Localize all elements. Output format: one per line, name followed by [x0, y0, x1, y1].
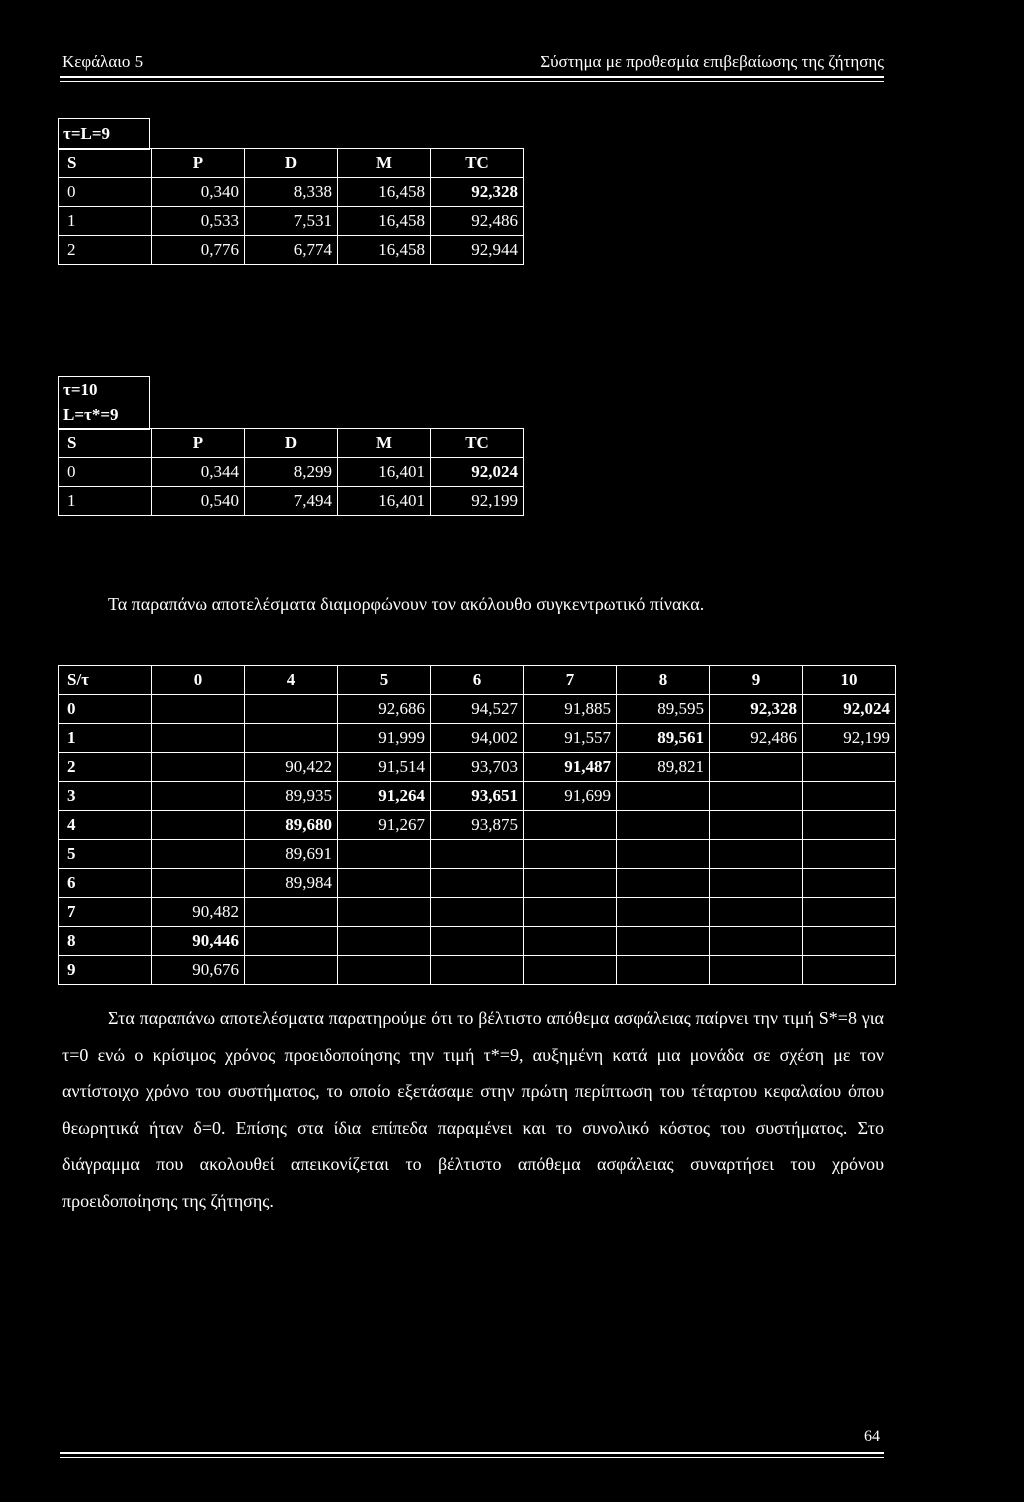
- summary-cell: 91,514: [338, 753, 431, 782]
- table1-cell: 92,328: [431, 178, 524, 207]
- summary-cell: [617, 840, 710, 869]
- summary-cell: [710, 753, 803, 782]
- summary-cell: 2: [59, 753, 152, 782]
- table2-header-row: [59, 429, 524, 458]
- summary-cell: 92,199: [803, 724, 896, 753]
- table-row: [59, 695, 896, 724]
- table1-cell: 0: [59, 178, 152, 207]
- summary-cell: [803, 811, 896, 840]
- table-row: [59, 927, 896, 956]
- table-row: [59, 178, 524, 207]
- summary-cell: [617, 782, 710, 811]
- summary-cell: 0: [59, 695, 152, 724]
- table2-caption-line2: L=τ*=9: [63, 405, 119, 424]
- body-paragraph: Στα παραπάνω αποτελέσματα παρατηρούμε ότι το βέλτιστο απόθεμα ασφάλειας παίρνει την τιμή S*=8 για τ=0 ενώ ο κρίσιμος χρόνος προειδοποίησης την τιμή τ*=9, αυξημένη κατά μια μονάδα σε σχέση με τον αντίστοιχο χρόνο του συστήματος, το οποίο εξετάσαμε στην πρώτη περίπτωση του τέταρτου κεφαλαίου όπου θεωρητικά ήταν δ=0. Επίσης στα ίδια επίπεδα παραμένει και το συνολικό κόστος του συστήματος. Στο διάγραμμα που ακολουθεί απεικονίζεται το βέλτιστο απόθεμα ασφάλειας συναρτήσει του χρόνου προειδοποίησης της ζήτησης.: [62, 1008, 884, 1211]
- summary-cell: [245, 927, 338, 956]
- summary-cell: [152, 869, 245, 898]
- table1-cell: 16,458: [338, 207, 431, 236]
- table-row: [59, 869, 896, 898]
- summary-cell: [245, 724, 338, 753]
- summary-cell: [710, 811, 803, 840]
- summary-cell: [617, 927, 710, 956]
- summary-header: 6: [431, 666, 524, 695]
- summary-header: 4: [245, 666, 338, 695]
- summary-cell: [245, 956, 338, 985]
- summary-cell: 3: [59, 782, 152, 811]
- table1-cell: 7,531: [245, 207, 338, 236]
- table-row: [59, 207, 524, 236]
- table-row: [59, 956, 896, 985]
- summary-cell: [710, 869, 803, 898]
- summary-cell: [245, 898, 338, 927]
- table2-caption-line1: τ=10: [63, 380, 98, 399]
- summary-cell: [710, 898, 803, 927]
- summary-cell: [617, 811, 710, 840]
- table2-header: TC: [431, 429, 524, 458]
- summary-cell: 90,676: [152, 956, 245, 985]
- table1-cell: 92,486: [431, 207, 524, 236]
- table1-header: P: [152, 149, 245, 178]
- summary-cell: [152, 724, 245, 753]
- summary-table: [58, 665, 896, 985]
- table1-cell: 0,776: [152, 236, 245, 265]
- table1-caption-text: τ=L=9: [63, 124, 111, 143]
- summary-cell: 89,821: [617, 753, 710, 782]
- table1-cell: 0,340: [152, 178, 245, 207]
- table1-header: D: [245, 149, 338, 178]
- summary-cell: [803, 869, 896, 898]
- summary-cell: [524, 840, 617, 869]
- summary-cell: 92,686: [338, 695, 431, 724]
- summary-cell: 91,885: [524, 695, 617, 724]
- table2-cell: 92,199: [431, 487, 524, 516]
- summary-cell: 92,024: [803, 695, 896, 724]
- table1-cell: 6,774: [245, 236, 338, 265]
- summary-cell: [524, 898, 617, 927]
- table1-cell: 1: [59, 207, 152, 236]
- summary-cell: [803, 840, 896, 869]
- summary-header: 10: [803, 666, 896, 695]
- summary-cell: 93,703: [431, 753, 524, 782]
- summary-cell: 7: [59, 898, 152, 927]
- table2-cell: 16,401: [338, 458, 431, 487]
- summary-cell: [431, 840, 524, 869]
- summary-header: 5: [338, 666, 431, 695]
- summary-body: [59, 695, 896, 985]
- summary-header: 9: [710, 666, 803, 695]
- table1-cell: 0,533: [152, 207, 245, 236]
- summary-cell: [710, 782, 803, 811]
- summary-cell: [617, 898, 710, 927]
- table2-cell: 0,540: [152, 487, 245, 516]
- summary-cell: [710, 956, 803, 985]
- header-chapter: Κεφάλαιο 5: [62, 52, 144, 71]
- summary-cell: 92,486: [710, 724, 803, 753]
- table1-cell: 16,458: [338, 178, 431, 207]
- summary-cell: [338, 840, 431, 869]
- summary-header-row: [59, 666, 896, 695]
- summary-cell: 91,999: [338, 724, 431, 753]
- table2: [58, 428, 524, 516]
- summary-cell: 89,595: [617, 695, 710, 724]
- summary-cell: 92,328: [710, 695, 803, 724]
- table-row: [59, 458, 524, 487]
- table-row: [59, 811, 896, 840]
- table1-cell: 2: [59, 236, 152, 265]
- footer-rule: [60, 1452, 884, 1454]
- table2-cell: 16,401: [338, 487, 431, 516]
- summary-cell: [803, 782, 896, 811]
- summary-header: S/τ: [59, 666, 152, 695]
- summary-cell: [152, 840, 245, 869]
- summary-cell: [152, 753, 245, 782]
- summary-header: 7: [524, 666, 617, 695]
- summary-cell: 91,699: [524, 782, 617, 811]
- summary-cell: 94,002: [431, 724, 524, 753]
- summary-cell: 1: [59, 724, 152, 753]
- table1-header: S: [59, 149, 152, 178]
- summary-cell: 89,984: [245, 869, 338, 898]
- table2-header: M: [338, 429, 431, 458]
- summary-cell: [524, 811, 617, 840]
- summary-cell: 91,264: [338, 782, 431, 811]
- table1-caption: [58, 118, 150, 150]
- table2-header: S: [59, 429, 152, 458]
- table2-header: D: [245, 429, 338, 458]
- summary-cell: [524, 927, 617, 956]
- summary-cell: 93,875: [431, 811, 524, 840]
- table2-cell: 92,024: [431, 458, 524, 487]
- summary-cell: [431, 898, 524, 927]
- summary-cell: 8: [59, 927, 152, 956]
- summary-cell: [152, 811, 245, 840]
- table-row: [59, 487, 524, 516]
- summary-cell: 89,691: [245, 840, 338, 869]
- page-number: 64: [864, 1428, 880, 1445]
- summary-cell: 89,935: [245, 782, 338, 811]
- table1-cell: 16,458: [338, 236, 431, 265]
- summary-cell: 90,422: [245, 753, 338, 782]
- summary-cell: 90,482: [152, 898, 245, 927]
- table1: [58, 148, 524, 265]
- table2-header: P: [152, 429, 245, 458]
- table1-header: M: [338, 149, 431, 178]
- summary-cell: [152, 695, 245, 724]
- summary-cell: 91,557: [524, 724, 617, 753]
- summary-cell: [803, 956, 896, 985]
- summary-cell: 89,680: [245, 811, 338, 840]
- summary-cell: 93,651: [431, 782, 524, 811]
- table2-cell: 7,494: [245, 487, 338, 516]
- table2-cell: 0: [59, 458, 152, 487]
- summary-cell: 94,527: [431, 695, 524, 724]
- summary-cell: [710, 840, 803, 869]
- summary-cell: [803, 753, 896, 782]
- summary-cell: [338, 927, 431, 956]
- table1-cell: 8,338: [245, 178, 338, 207]
- summary-cell: 4: [59, 811, 152, 840]
- table2-cell: 8,299: [245, 458, 338, 487]
- summary-header: 0: [152, 666, 245, 695]
- summary-cell: [338, 869, 431, 898]
- summary-cell: [431, 869, 524, 898]
- summary-cell: [152, 782, 245, 811]
- summary-header: 8: [617, 666, 710, 695]
- table1-cell: 92,944: [431, 236, 524, 265]
- intro-paragraph: Τα παραπάνω αποτελέσματα διαμορφώνουν τον ακόλουθο συγκεντρωτικό πίνακα.: [108, 594, 705, 614]
- table-row: [59, 898, 896, 927]
- summary-cell: 90,446: [152, 927, 245, 956]
- summary-cell: [338, 956, 431, 985]
- summary-cell: 89,561: [617, 724, 710, 753]
- summary-cell: [803, 898, 896, 927]
- header-rule-thin: [60, 81, 884, 82]
- summary-cell: 9: [59, 956, 152, 985]
- table-row: [59, 236, 524, 265]
- summary-cell: 91,267: [338, 811, 431, 840]
- summary-cell: [338, 898, 431, 927]
- summary-cell: 91,487: [524, 753, 617, 782]
- summary-cell: [524, 869, 617, 898]
- table-row: [59, 753, 896, 782]
- summary-cell: [617, 869, 710, 898]
- header-title: Σύστημα με προθεσμία επιβεβαίωσης της ζήτησης: [540, 52, 884, 71]
- table2-cell: 0,344: [152, 458, 245, 487]
- summary-cell: [431, 927, 524, 956]
- summary-cell: [617, 956, 710, 985]
- summary-cell: [524, 956, 617, 985]
- table-row: [59, 782, 896, 811]
- table1-header: TC: [431, 149, 524, 178]
- header-rule: [60, 76, 884, 78]
- table-row: [59, 724, 896, 753]
- table-row: [59, 840, 896, 869]
- table1-header-row: [59, 149, 524, 178]
- footer-rule-thin: [60, 1457, 884, 1458]
- summary-cell: [803, 927, 896, 956]
- summary-cell: 6: [59, 869, 152, 898]
- table2-caption: [58, 376, 150, 430]
- table2-cell: 1: [59, 487, 152, 516]
- summary-cell: [431, 956, 524, 985]
- summary-cell: 5: [59, 840, 152, 869]
- summary-cell: [245, 695, 338, 724]
- summary-cell: [710, 927, 803, 956]
